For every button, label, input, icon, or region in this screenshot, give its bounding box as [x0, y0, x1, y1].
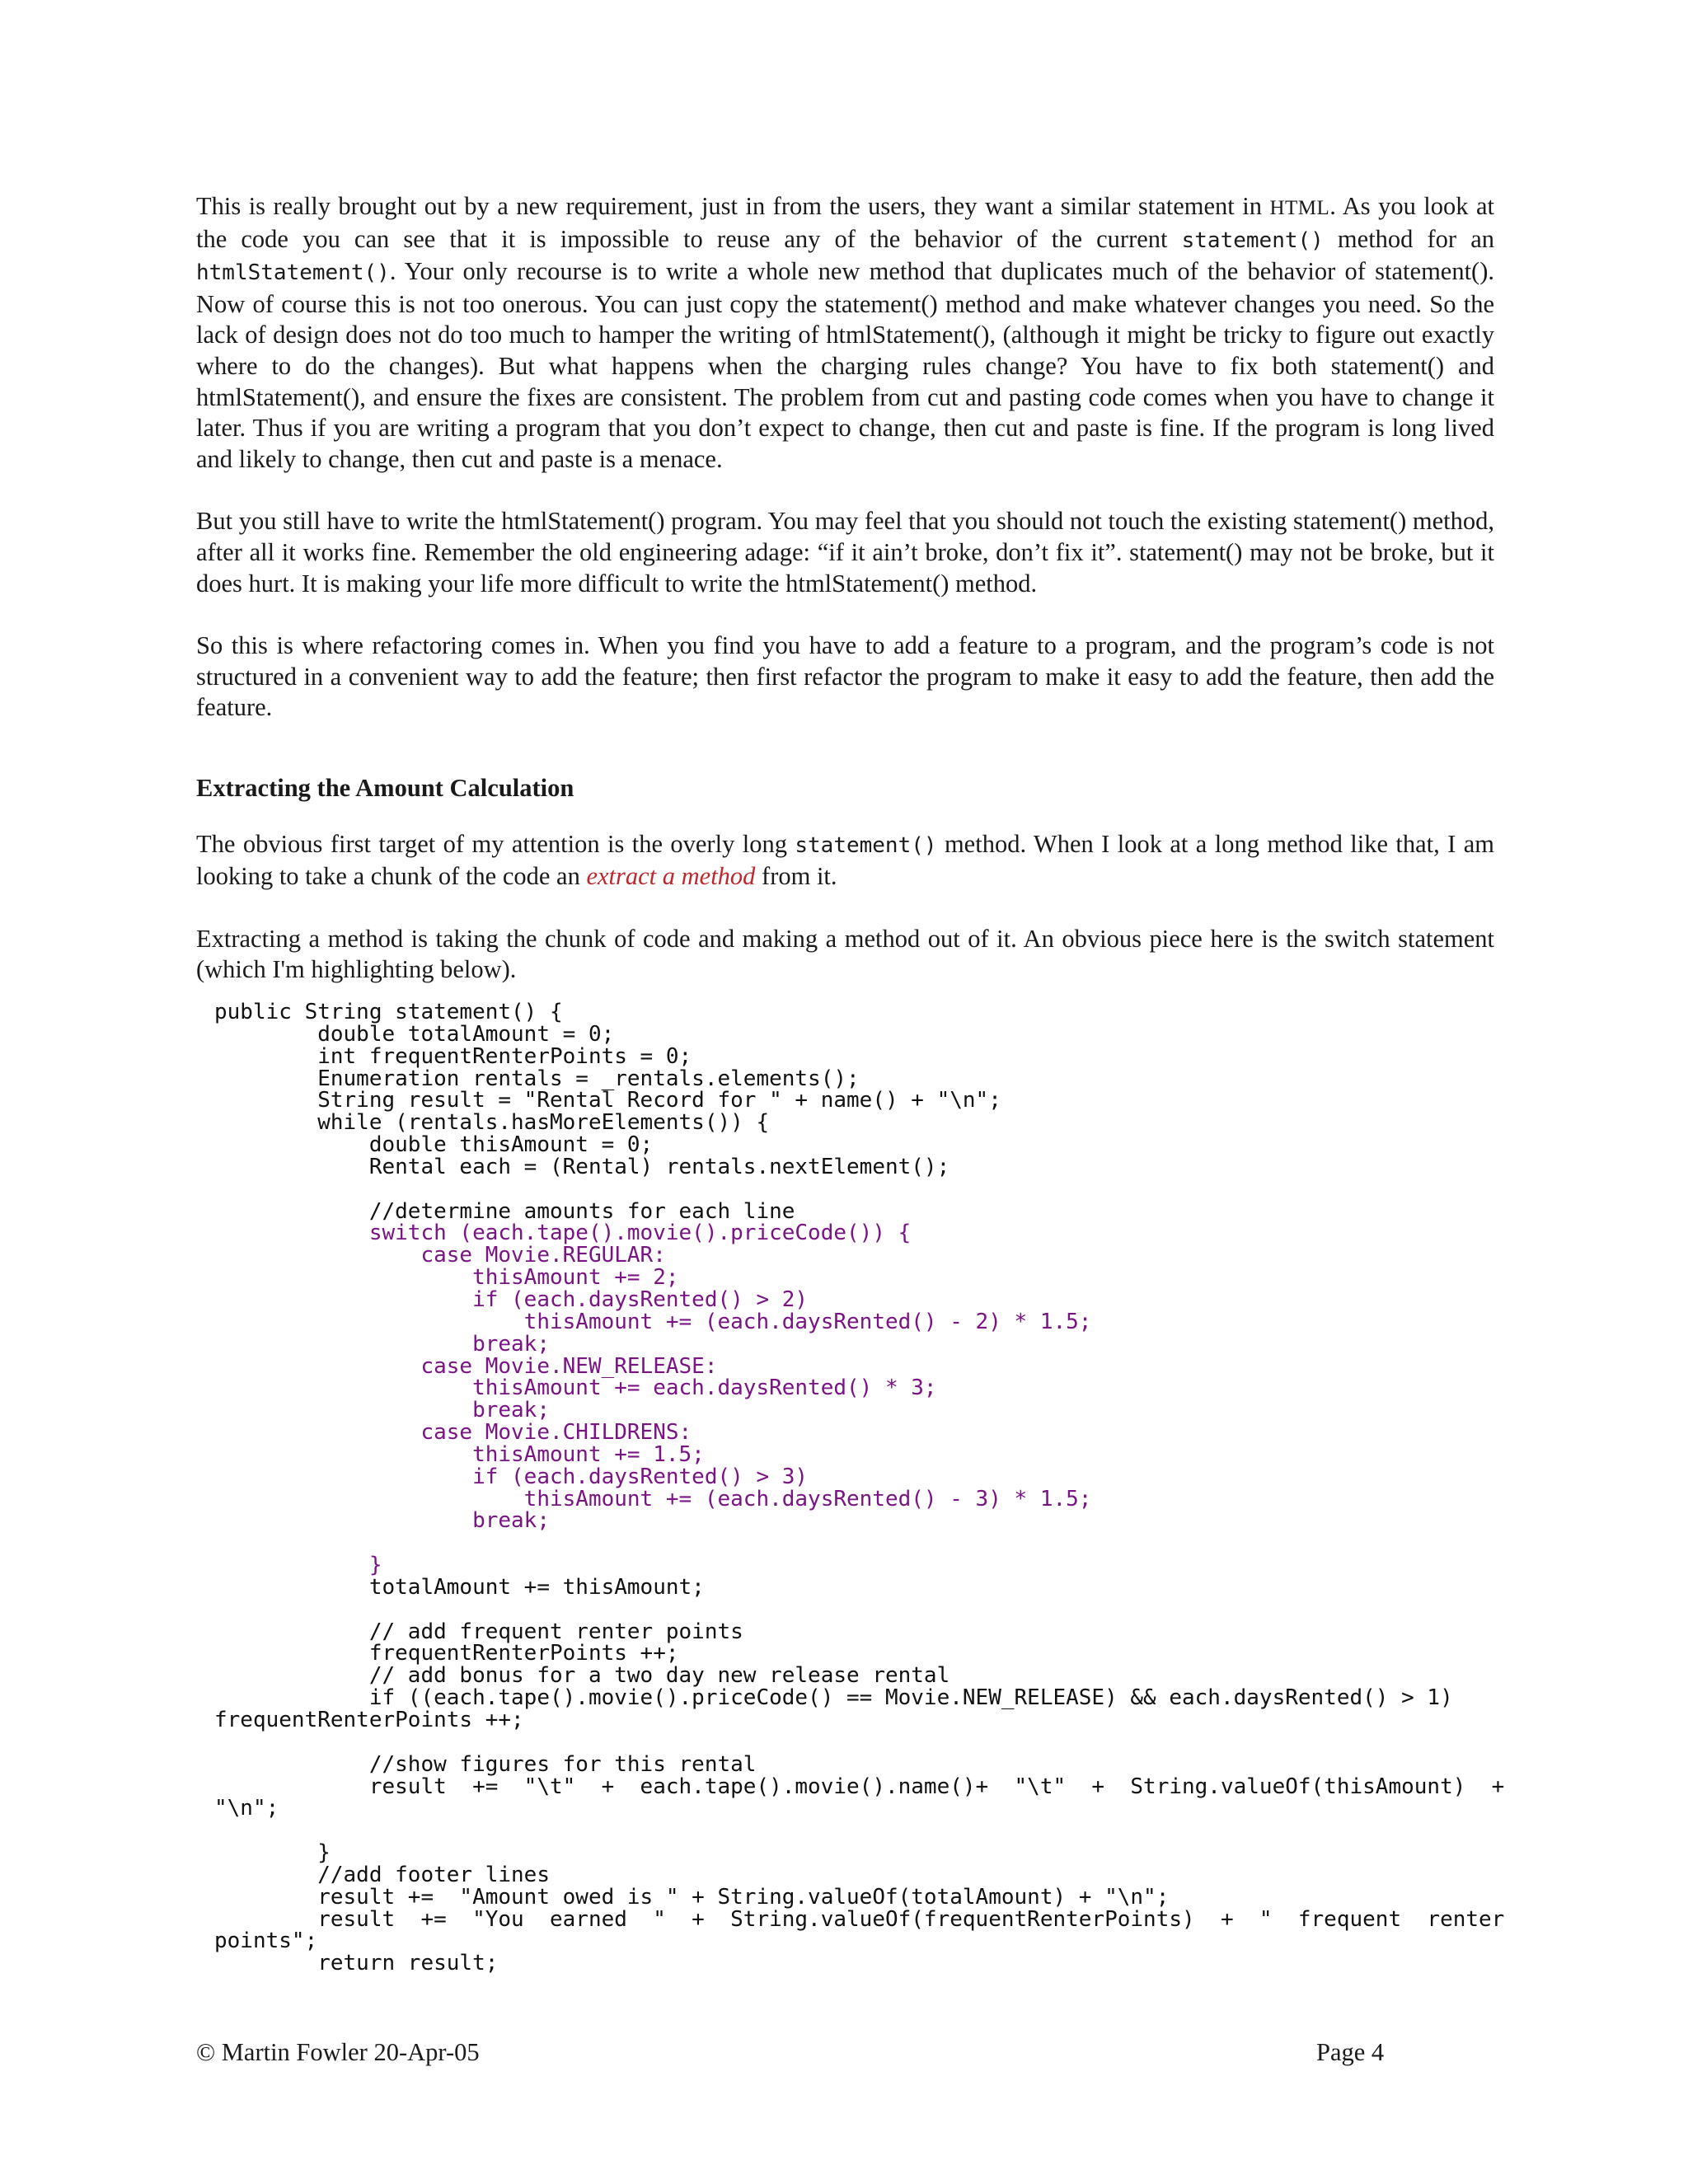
- code-before-switch: public String statement() { double totalAmount = 0; int frequentRenterPoints = 0; Enumeration rentals = _rentals.elements(); String result = "Rental Record for " + name() + "\n"; while (rentals.hasMoreElements()) { double thisAmount = 0; Rental each = (Rental) rentals.nextElement(); //determine amounts for each line: [214, 1000, 1001, 1224]
- code-after-switch: totalAmount += thisAmount; // add frequent renter points frequentRenterPoints ++; // add bonus for a two day new release rental if ((each.tape().movie().priceCode() == Movie.NEW_RELEASE) && each.daysRented() > 1) frequentRenterPoints ++; //show figures for this rental result += "\t" + each.tape().movie().name()+ "\t" + String.valueOf(thisAmount) + "\n"; } //add footer lines result += "Amount owed is " + String.valueOf(totalAmount) + "\n"; result += "You earned " + String.valueOf(frequentRenterPoints) + " frequent renter points"; return result;: [214, 1574, 1505, 1976]
- section-heading: Extracting the Amount Calculation: [196, 773, 574, 802]
- text-run: This is really brought out by a new requirement, just in from the users, they want a similar statement in: [196, 192, 1270, 220]
- paragraph-refactoring: So this is where refactoring comes in. When you find you have to add a feature to a program, and the program’s code is not structured in a convenient way to add the feature; then first refactor the program to make it easy to add the feature, then add the feature.: [196, 631, 1494, 722]
- paragraph-still-write: But you still have to write the htmlStatement() program. You may feel that you should not touch the existing statement() method, after all it works fine. Remember the old engineering adage: “if it ain’t broke, don’t fix it”. statement() may not be broke, but it does hurt. It is making your life more difficult to write the htmlStatement() method.: [196, 507, 1494, 598]
- footer-page-number: Page 4: [1316, 2038, 1385, 2066]
- inline-code-html-statement: htmlStatement(): [196, 260, 390, 286]
- text-run: method for an: [1323, 224, 1494, 253]
- html-acronym: HTML: [1269, 197, 1330, 219]
- inline-code-statement: statement(): [795, 832, 937, 858]
- code-highlighted-switch: switch (each.tape().movie().priceCode()) { case Movie.REGULAR: thisAmount += 2; if (each.daysRented() > 2) thisAmount += (each.daysRented() - 2) * 1.5; break; case Movie.NEW_RELEASE: thisAmount += each.daysRented() * 3; break; case Movie.CHILDRENS: thisAmount += 1.5; if (each.daysRented() > 3) thisAmount += (each.daysRented() - 3) * 1.5; break; }: [368, 1221, 1092, 1578]
- text-run: . Your only recourse is to write a whole new method that duplicates much of the behavior of statement(). Now of course this is not too onerous. You can just copy the statement() method and make whatever changes you need. So the lack of design does not do too much to hamper the writing of htmlStatement(), (although it might be tricky to figure out exactly where to do the changes). But what happens when the charging rules change? You have to fix both statement() and htmlStatement(), and ensure the fixes are consistent. The problem from cut and pasting code comes when you have to change it later. Thus if you are writing a program that you don’t expect to change, then cut and paste is fine. If the program is long lived and likely to change, then cut and paste is a menace.: [196, 257, 1494, 473]
- extract-method-link[interactable]: extract a method: [586, 862, 756, 891]
- code-listing: [214, 1001, 1504, 1975]
- text-run: from it.: [755, 862, 837, 891]
- text-run: . As you look at the code you can see that it is impossible to reuse any of the behavior of the current: [196, 192, 1494, 253]
- paragraph-first-target: [196, 829, 1494, 893]
- inline-code-statement: statement(): [1181, 227, 1324, 253]
- text-run: method. When I look at a long method like that, I am looking to take a chunk of the code an: [196, 829, 1494, 891]
- page-body: [196, 191, 1494, 986]
- footer-copyright: © Martin Fowler 20-Apr-05: [196, 2038, 480, 2066]
- paragraph-extracting: Extracting a method is taking the chunk of code and making a method out of it. An obvious piece here is the switch statement (which I'm highlighting below).: [196, 924, 1494, 984]
- paragraph-html-requirement: [196, 191, 1494, 475]
- text-run: The obvious first target of my attention is the overly long: [196, 829, 795, 858]
